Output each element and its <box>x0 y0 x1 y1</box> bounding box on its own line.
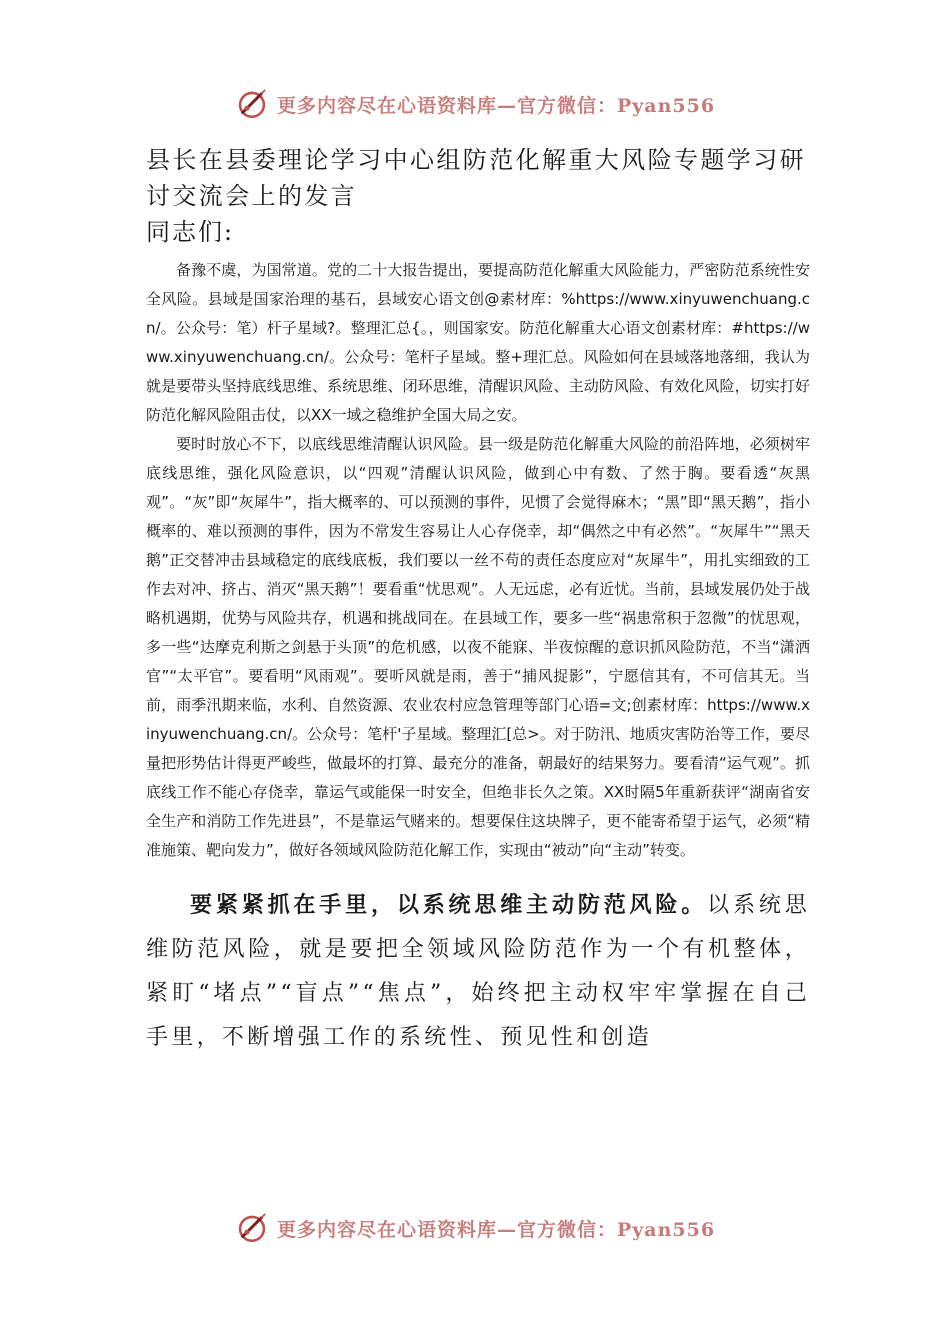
banner-text: 更多内容尽在心语资料库—官方微信：Pyan556 <box>276 94 716 117</box>
section-heading: 要紧紧抓在手里，以系统思维主动防范风险。 <box>190 892 708 918</box>
paragraph-2: 要时时放心不下，以底线思维清醒认识风险。县一级是防范化解重大风险的前沿阵地，必须树牢底线思维，强化风险意识，以“四观”清醒认识风险，做到心中有数、了然于胸。要看透“灰黑观”。“灰”即“灰犀牛”，指大概率的、可以预测的事件，见惯了会觉得麻木；“黑”即“黑天鹅”，指小概率的、难以预测的事件，因为不常发生容易让人心存侥幸，却“偶然之中有必然”。“灰犀牛”“黑天鹅”正交替冲击县域稳定的底线底板，我们要以一丝不苟的责任态度应对“灰犀牛”，用扎实细致的工作去对冲、挤占、消灭“黑天鹅”！要看重“忧思观”。人无远虑，必有近忧。当前，县域发展仍处于战略机遇期，优势与风险共存，机遇和挑战同在。在县域工作，要多一些“祸患常积于忽微”的忧思观，多一些“达摩克利斯之剑悬于头顶”的危机感，以夜不能寐、半夜惊醒的意识抓风险防范，不当“潇洒官”“太平官”。要看明“风雨观”。要听风就是雨，善于“捕风捉影”，宁愿信其有，不可信其无。当前，雨季汛期来临，水利、自然资源、农业农村应急管理等部门心语=文;创素材库：https://www.xinyuwenchuang.cn/。公众号：笔杆'子星域。整理汇[总>。对于防汛、地质灾害防治等工作，要尽量把形势估计得更严峻些，做最坏的打算、最充分的准备，朝最好的结果努力。要看清“运气观”。抓底线工作不能心存侥幸，靠运气或能保一时安全，但绝非长久之策。XX时隔5年重新获评“湖南省安全生产和消防工作先进县”，不是靠运气赌来的。想要保住这块牌子，更不能寄希望于运气，必须“精准施策、靶向发力”，做好各领域风险防范化解工作，实现由“被动”向“主动”转变。 <box>146 435 810 859</box>
document-body <box>146 142 810 1060</box>
salutation: 同志们: <box>146 218 235 246</box>
section-paragraph <box>146 883 810 1060</box>
paragraph-1: 备豫不虞，为国常道。党的二十大报告提出，要提高防范化解重大风险能力，严密防范系统性安全风险。县域是国家治理的基石，县域安心语文创@素材库：%https://www.xinyuwenchuang.cn/。公众号：笔）杆子星域?。整理汇总{。，则国家安。防范化解重大心语文创素材库：#https://www.xinyuwenchuang.cn/。公众号：笔杆子星域。整+理汇总。风险如何在县域落地落细，我认为就是要带头坚持底线思维、系统思维、闭环思维，清醒识风险、主动防风险、有效化风险，切实打好防范化解风险阻击仗，以XX一域之稳维护全国大局之安。 <box>146 261 810 424</box>
pen-swirl-logo-icon <box>235 87 269 121</box>
footer-banner <box>0 1208 950 1248</box>
document-title: 县长在县委理论学习中心组防范化解重大风险专题学习研讨交流会上的发言 <box>146 146 806 210</box>
header-banner <box>0 84 950 124</box>
banner-text: 更多内容尽在心语资料库—官方微信：Pyan556 <box>276 1218 716 1241</box>
pen-swirl-logo-icon <box>235 1211 269 1245</box>
section-body: 以系统思维防范风险，就是要把全领域风险防范作为一个有机整体，紧盯“堵点”“盲点”“焦点”，始终把主动权牢牢掌握在自己手里，不断增强工作的系统性、预见性和创造 <box>146 893 810 1050</box>
